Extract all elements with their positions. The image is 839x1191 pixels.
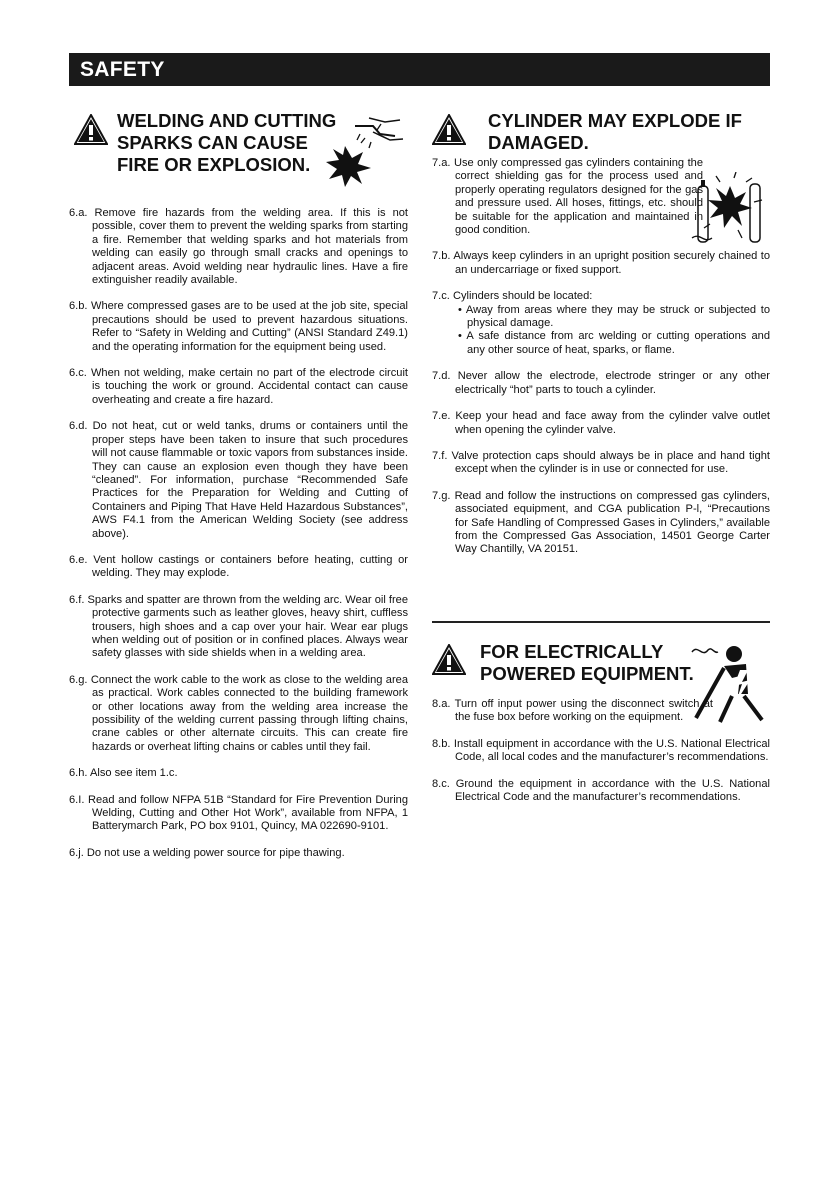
warning-triangle-icon bbox=[432, 114, 466, 145]
header-line: DAMAGED. bbox=[488, 132, 589, 153]
paragraph-6h: 6.h. Also see item 1.c. bbox=[69, 767, 178, 780]
paragraph-7a: 7.a. Use only compressed gas cylinders containing the correct shielding gas for the process used and properly operating regulators designed for the gas and pressure used. All hoses, fittings, etc. should be suitable for the application and maintained in good condition. bbox=[432, 157, 703, 237]
header-line: SPARKS CAN CAUSE bbox=[117, 132, 308, 153]
paragraph-7b: 7.b. Always keep cylinders in an upright position securely chained to an undercarriage or fixed support. bbox=[432, 250, 770, 276]
header-line: FOR ELECTRICALLY bbox=[480, 641, 664, 662]
paragraph-6c: 6.c. When not welding, make certain no part of the electrode circuit is touching the work or ground. Accidental contact can cause overheating and create a fire hazard. bbox=[69, 367, 408, 406]
warning-triangle-icon bbox=[74, 114, 108, 145]
paragraph-7d: 7.d. Never allow the electrode, electrode stringer or any other electrically “hot” parts to touch a cylinder. bbox=[432, 370, 770, 396]
header-line: WELDING AND CUTTING bbox=[117, 110, 337, 131]
section-banner: SAFETY bbox=[69, 53, 770, 86]
paragraph-6i: 6.I. Read and follow NFPA 51B “Standard for Fire Prevention During Welding, Cutting and Other Hot Work”, available from NFPA, 1 Batterymarch Park, PO box 9101, Quincy, MA 022690-9101. bbox=[69, 793, 408, 833]
paragraph-8a: 8.a. Turn off input power using the disconnect switch at the fuse box before working on the equipment. bbox=[432, 698, 713, 724]
paragraph-6d: 6.d. Do not heat, cut or weld tanks, drums or containers until the proper steps have been taken to insure that such procedures will not cause flammable or toxic vapors from substances inside. They can cause an explosion even though they have been “cleaned”. For information, purchase “Recommended Safe Practices for the Preparation for Welding and Cutting of Containers and Piping That Have Held Hazardous Substances”, AWS F4.1 from the American Welding Society (see address above). bbox=[69, 420, 408, 540]
cylinder-header bbox=[488, 110, 742, 154]
paragraph-7g: 7.g. Read and follow the instructions on compressed gas cylinders, associated equipment, and CGA publication P-l, “Precautions for Safe Handling of Compressed Gases in Cylinders,” available from the Compressed Gas Association, 14501 George Carter Way Chantilly, VA 20151. bbox=[432, 489, 770, 556]
paragraph-6j: 6.j. Do not use a welding power source for pipe thawing. bbox=[69, 846, 345, 859]
header-line: CYLINDER MAY EXPLODE IF bbox=[488, 110, 742, 131]
paragraph-7e: 7.e. Keep your head and face away from the cylinder valve outlet when opening the cylinder valve. bbox=[432, 410, 770, 436]
paragraph-6f: 6.f. Sparks and spatter are thrown from the welding arc. Wear oil free protective garments such as leather gloves, heavy shirt, cuffless trousers, high shoes and a cap over your hair. Wear ear plugs when welding out of position or in confined places. Always wear safety glasses with side shields when in a welding area. bbox=[69, 593, 408, 660]
paragraph-7f: 7.f. Valve protection caps should always be in place and hand tight except when the cylinder is in use or connected for use. bbox=[432, 449, 770, 476]
paragraph-7c-bullet-1: • Away from areas where they may be struck or subjected to physical damage. bbox=[458, 303, 770, 330]
paragraph-7c-bullet-2: • A safe distance from arc welding or cutting operations and any other source of heat, sparks, or flame. bbox=[458, 330, 770, 356]
paragraph-6g: 6.g. Connect the work cable to the work as close to the welding area as practical. Work cables connected to the building framework or other locations away from the welding area increase the possibility of the welding current passing through lifting chains, crane cables or other alternate circuits. This can create fire hazards or overheat lifting chains or cables until they fail. bbox=[69, 673, 408, 753]
paragraph-8c: 8.c. Ground the equipment in accordance with the U.S. National Electrical Code and the manufacturer’s recommendations. bbox=[432, 777, 770, 804]
electrical-header bbox=[480, 641, 694, 685]
paragraph-6e: 6.e. Vent hollow castings or containers before heating, cutting or welding. They may explode. bbox=[69, 553, 408, 580]
welding-sparks-explosion-icon bbox=[325, 112, 407, 188]
paragraph-8b: 8.b. Install equipment in accordance with the U.S. National Electrical Code, all local codes and the manufacturer’s recommendations. bbox=[432, 737, 770, 764]
fire-explosion-header bbox=[117, 110, 336, 176]
header-line: FIRE OR EXPLOSION. bbox=[117, 154, 311, 175]
header-line: POWERED EQUIPMENT. bbox=[480, 663, 694, 684]
warning-triangle-icon bbox=[432, 644, 466, 675]
section-divider bbox=[432, 621, 770, 623]
paragraph-6a: 6.a. Remove fire hazards from the welding area. If this is not possible, cover them to prevent the welding sparks from starting a fire. Remember that welding sparks and hot materials from welding can easily go through small cracks and openings to adjacent areas. Avoid welding near hydraulic lines. Have a fire extinguisher readily available. bbox=[69, 207, 408, 287]
paragraph-6b: 6.b. Where compressed gases are to be used at the job site, special precautions should be used to prevent hazardous situations. Refer to “Safety in Welding and Cutting” (ANSI Standard Z49.1) and the operating information for the equipment being used. bbox=[69, 300, 408, 353]
paragraph-7c: 7.c. Cylinders should be located: bbox=[432, 290, 593, 303]
